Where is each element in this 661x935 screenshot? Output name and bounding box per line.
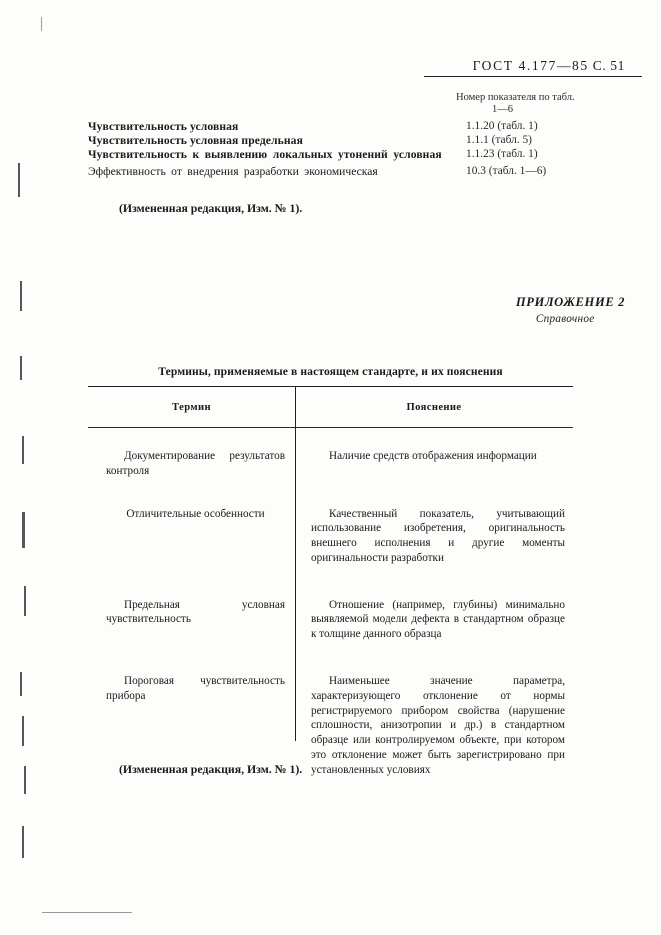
indicator-name: Эффективность от внедрения разработки экономическая (88, 165, 378, 178)
scan-mark (20, 672, 22, 696)
indicator-list (88, 120, 648, 179)
scan-mark (24, 766, 26, 794)
appendix-title: ПРИЛОЖЕНИЕ 2 (515, 295, 625, 309)
term-cell: Документирование результатов контроля (106, 450, 285, 477)
scan-artifact (42, 912, 132, 913)
column-note (456, 92, 641, 117)
list-item (88, 165, 648, 178)
column-note-line2: 1—6 (492, 104, 513, 116)
indicator-ref: 1.1.23 (табл. 1) (466, 148, 538, 160)
indicator-name: Чувствительность к выявлению локальных утонений условная (88, 148, 442, 161)
column-note-line1: Номер показателя по табл. (456, 92, 575, 103)
term-cell: Пороговая чувствительность прибора (106, 675, 285, 702)
term-cell: Предельная условная чувствительность (106, 598, 285, 626)
table-header-row (88, 387, 573, 427)
scan-mark (20, 281, 22, 311)
scan-mark (22, 826, 24, 858)
scan-mark (22, 436, 24, 464)
header-rule (424, 76, 642, 77)
appendix-subtitle: Справочное (535, 313, 595, 325)
table-row (88, 589, 573, 651)
table-row (88, 498, 573, 575)
closing-revision-note: (Измененная редакция, Изм. № 1). (119, 762, 303, 776)
explanation-cell: Отношение (например, глубины) минимально выявляемой модели дефекта в стандартном образце к толщине данного образца (311, 598, 565, 641)
appendix-heading (516, 295, 625, 325)
scan-mark (22, 512, 25, 548)
list-item (88, 134, 648, 147)
indicator-name: Чувствительность условная (88, 120, 239, 133)
table-title: Термины, применяемые в настоящем стандарте, и их пояснения (158, 365, 503, 378)
explanation-cell: Наименьшее значение параметра, характеризующего отклонение от нормы регистрируемого прибором свойства (нарушение сплошности, анизотропии и др.) в стандартном образце или контролируемом объекте, при котором это отклонение может быть зарегистрировано при установленных условиях (311, 675, 565, 776)
indicator-ref: 1.1.20 (табл. 1) (466, 120, 538, 132)
table-header-rule (88, 427, 573, 428)
explanation-cell: Наличие средств отображения информации (329, 450, 537, 462)
explanation-cell: Качественный показатель, учитывающий использование изобретения, оригинальность внешнего исполнения и другие моменты оригинальности разработки (311, 507, 565, 564)
column-header-term: Термин (172, 401, 211, 413)
indicator-name: Чувствительность условная предельная (88, 134, 303, 147)
page-number: С. 51 (592, 58, 625, 73)
list-item (88, 148, 648, 161)
term-cell: Отличительные особенности (126, 507, 265, 520)
table-row (88, 440, 573, 488)
indicator-ref: 1.1.1 (табл. 5) (466, 134, 532, 146)
page-header (473, 58, 625, 74)
scan-mark (22, 716, 24, 746)
scan-mark (41, 17, 42, 31)
terms-table (88, 386, 573, 787)
list-item (88, 120, 648, 133)
table-column-divider (295, 386, 296, 741)
indicator-ref: 10.3 (табл. 1—6) (466, 165, 547, 177)
revision-note: (Измененная редакция, Изм. № 1). (119, 201, 303, 215)
column-header-explanation: Пояснение (406, 401, 462, 413)
standard-number: ГОСТ 4.177—85 (472, 58, 589, 73)
scan-mark (18, 163, 20, 197)
scan-mark (24, 586, 26, 616)
